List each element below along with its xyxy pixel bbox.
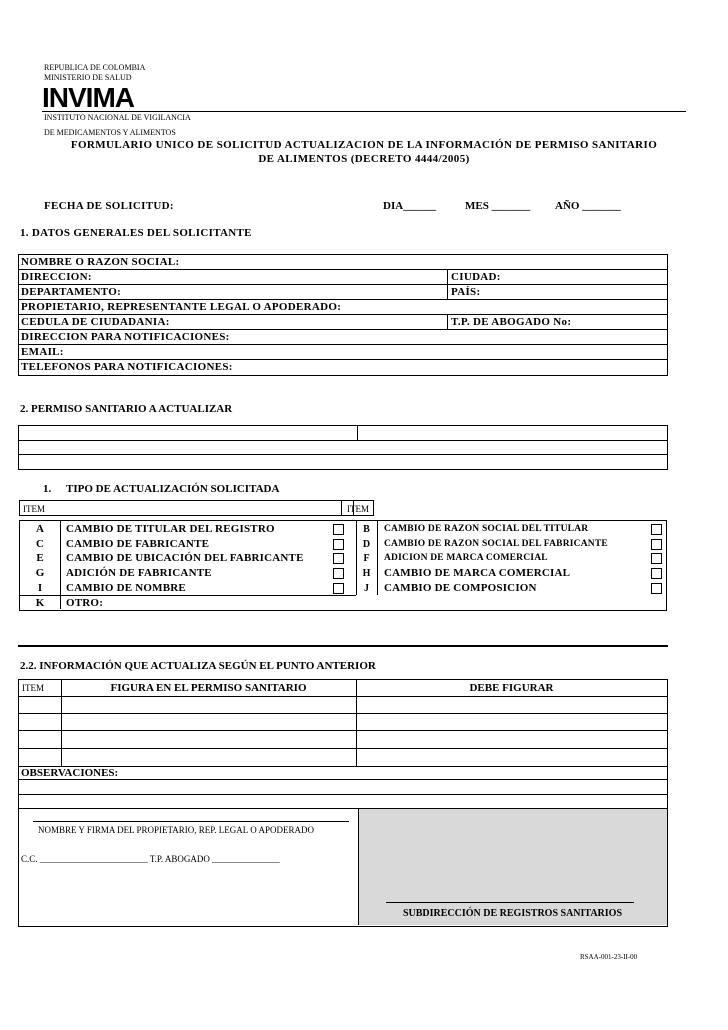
- direccion-label: DIRECCION:: [21, 271, 92, 283]
- tipo-label-c: CAMBIO DE FABRICANTE: [66, 537, 210, 550]
- tipo-code-k: K: [35, 596, 45, 609]
- ciudad-label: CIUDAD:: [451, 271, 501, 283]
- tipo-code-b: B: [363, 524, 370, 535]
- dir-notif-row[interactable]: [19, 330, 667, 345]
- checkbox-a[interactable]: [333, 524, 344, 535]
- tipo-label-k: OTRO:: [66, 596, 104, 609]
- tipo-code-d: D: [362, 538, 371, 550]
- item-right-label: ITEM: [347, 504, 369, 514]
- tipo-code-f: F: [363, 553, 370, 565]
- departamento-label: DEPARTAMENTO:: [21, 286, 122, 298]
- tipo-label-b: CAMBIO DE RAZON SOCIAL DEL TITULAR: [384, 524, 589, 534]
- observaciones-input[interactable]: [19, 780, 667, 808]
- checkbox-c[interactable]: [333, 539, 344, 550]
- info-rows-input[interactable]: [19, 697, 667, 765]
- signature-box: [18, 809, 668, 927]
- section1-title: 1. DATOS GENERALES DEL SOLICITANTE: [20, 227, 252, 239]
- tipo-label-g: ADICIÓN DE FABRICANTE: [66, 567, 212, 580]
- section2-title: 2. PERMISO SANITARIO A ACTUALIZAR: [20, 403, 233, 415]
- dir-notif-label: DIRECCION PARA NOTIFICACIONES:: [21, 331, 230, 343]
- ministry-label: MINISTERIO DE SALUD: [44, 73, 132, 82]
- nombre-row[interactable]: [19, 255, 667, 270]
- col-item-header: ITEM: [22, 683, 44, 693]
- info-table: [18, 679, 668, 809]
- anio-field[interactable]: AÑO _______: [555, 200, 621, 212]
- firma-line: [33, 821, 349, 822]
- nombre-label: NOMBRE O RAZON SOCIAL:: [21, 256, 180, 268]
- checkbox-g[interactable]: [333, 568, 344, 579]
- tipo-label-i: CAMBIO DE NOMBRE: [66, 581, 186, 594]
- tipo-label-d: CAMBIO DE RAZON SOCIAL DEL FABRICANTE: [384, 538, 608, 549]
- item-header-left: [19, 500, 354, 516]
- dia-field[interactable]: DIA______: [383, 200, 437, 212]
- col-figura-header: FIGURA EN EL PERMISO SANITARIO: [110, 682, 307, 694]
- section-divider: [18, 645, 668, 647]
- checkbox-b[interactable]: [651, 524, 662, 535]
- col-debe-header: DEBE FIGURAR: [469, 682, 554, 694]
- mes-field[interactable]: MES _______: [465, 200, 531, 212]
- email-row[interactable]: [19, 345, 667, 360]
- checkbox-j[interactable]: [651, 583, 662, 594]
- departamento-row[interactable]: [19, 285, 667, 300]
- tipo-code-c: C: [36, 537, 44, 550]
- tipo-code-h: H: [362, 568, 371, 580]
- email-label: EMAIL:: [21, 346, 64, 358]
- cc-tp-line[interactable]: C.C. ________________________ T.P. ABOGADO _______________: [21, 854, 280, 864]
- tipo-code-i: I: [37, 581, 43, 594]
- solicitante-box: [18, 254, 668, 376]
- section22-title: 2.2. INFORMACIÓN QUE ACTUALIZA SEGÚN EL PUNTO ANTERIOR: [20, 660, 376, 672]
- permiso-field-1[interactable]: [19, 426, 357, 440]
- checkbox-e[interactable]: [333, 553, 344, 564]
- tipo-code-g: G: [35, 567, 45, 580]
- propietario-row[interactable]: [19, 300, 667, 315]
- country-label: REPUBLICA DE COLOMBIA: [44, 63, 146, 72]
- permiso-box: [18, 425, 668, 470]
- tipo-label-f: ADICION DE MARCA COMERCIAL: [384, 553, 548, 564]
- firma-label: NOMBRE Y FIRMA DEL PROPIETARIO, REP. LEGAL O APODERADO: [38, 825, 314, 835]
- item-header-right: [341, 500, 374, 516]
- header-rule: [42, 111, 686, 112]
- direccion-row[interactable]: [19, 270, 667, 285]
- form-title-line2: DE ALIMENTOS (DECRETO 4444/2005): [258, 153, 470, 165]
- tipo-table: [19, 520, 667, 611]
- tp-abogado-label: T.P. DE ABOGADO No:: [451, 316, 572, 328]
- tipo-code-j: J: [364, 582, 369, 594]
- pais-label: PAÍS:: [451, 286, 481, 298]
- fecha-label: FECHA DE SOLICITUD:: [44, 200, 174, 212]
- telefonos-label: TELEFONOS PARA NOTIFICACIONES:: [21, 361, 233, 373]
- tipo-label-h: CAMBIO DE MARCA COMERCIAL: [384, 567, 571, 580]
- observaciones-label: OBSERVACIONES:: [21, 767, 119, 779]
- checkbox-f[interactable]: [651, 553, 662, 564]
- institute-line2: DE MEDICAMENTOS Y ALIMENTOS: [44, 128, 176, 137]
- checkbox-h[interactable]: [651, 568, 662, 579]
- cedula-row[interactable]: [19, 315, 667, 330]
- propietario-label: PROPIETARIO, REPRESENTANTE LEGAL O APODERADO:: [21, 301, 342, 313]
- invima-logo: INVIMA: [42, 82, 134, 113]
- checkbox-d[interactable]: [651, 539, 662, 550]
- tipo-code-e: E: [36, 552, 44, 565]
- tipo-label-e: CAMBIO DE UBICACIÓN DEL FABRICANTE: [66, 552, 304, 565]
- form-title-line1: FORMULARIO UNICO DE SOLICITUD ACTUALIZACION DE LA INFORMACIÓN DE PERMISO SANITARIO: [70, 139, 658, 151]
- permiso-field-2[interactable]: [358, 426, 667, 440]
- tipo-title: TIPO DE ACTUALIZACIÓN SOLICITADA: [66, 483, 280, 495]
- tipo-code-a: A: [36, 523, 44, 535]
- tipo-label-j: CAMBIO DE COMPOSICION: [384, 581, 537, 594]
- tipo-number: 1.: [43, 483, 52, 495]
- tipo-label-a: CAMBIO DE TITULAR DEL REGISTRO: [66, 523, 275, 535]
- checkbox-i[interactable]: [333, 583, 344, 594]
- item-left-label: ITEM: [23, 504, 45, 514]
- institute-line1: INSTITUTO NACIONAL DE VIGILANCIA: [44, 113, 191, 122]
- cedula-label: CEDULA DE CIUDADANIA:: [21, 316, 170, 328]
- subdireccion-label: SUBDIRECCIÓN DE REGISTROS SANITARIOS: [402, 908, 623, 919]
- form-code: RSAA-001-23-II-00: [580, 953, 638, 961]
- telefonos-row[interactable]: [19, 360, 667, 375]
- subdireccion-line: [386, 902, 634, 903]
